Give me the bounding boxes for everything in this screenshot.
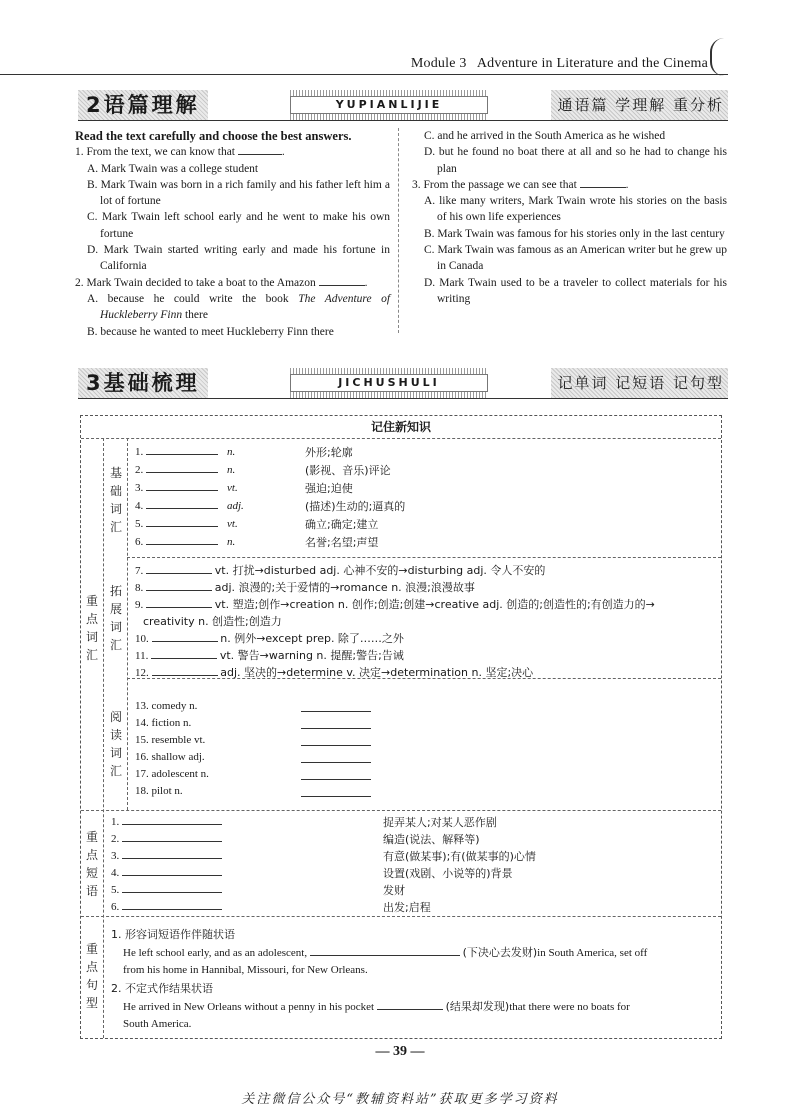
answer-blank[interactable] [319,275,365,286]
label-reading-vocab: 阅 读 词 汇 [109,710,122,778]
vocab-blank[interactable] [301,701,371,712]
phrase-blank[interactable] [122,831,222,842]
basic-vocab-row: 2. n. (影视、音乐)评论 [135,464,391,477]
reading-vocab-row: 16. shallow adj. [135,749,205,766]
extended-vocab-row: 11. vt. 警告→warning n. 提醒;警告;告诫 [135,649,404,662]
basic-vocab-row: 6. n. 名誉;名望;声望 [135,536,379,549]
reading-vocab-row: 14. fiction n. [135,715,191,732]
sentence-1-cont: from his home in Hannibal, Missouri, for New Orleans. [123,964,368,976]
section2-banner [78,90,728,121]
instruction: Read the text carefully and choose the best answers. [75,129,352,143]
section3-subtitle: 记单词 记短语 记句型 [551,368,728,398]
header-bracket [710,38,726,76]
section2-title: 2语篇理解 [78,90,208,120]
q2-option-d: D. but he found no boat there at all and so he had to change his plan [424,146,727,175]
phrase-row: 4. 设置(戏剧、小说等的)背景 [111,867,513,880]
column-divider [398,128,399,333]
vocab-blank[interactable] [152,631,218,642]
basic-vocab-row: 5. vt. 确立;确定;建立 [135,518,379,531]
phrase-row: 1. 捉弄某人;对某人恶作剧 [111,816,497,829]
knowledge-table [80,415,722,1039]
module-label: Module 3 [410,56,467,71]
q3-option-b: B. Mark Twain was famous for his stories only in the last century [424,227,725,240]
q1-option-a: A. Mark Twain was a college student [87,162,259,175]
reading-column-left [75,128,390,340]
phrase-row: 6. 出发;启程 [111,901,431,914]
vocab-blank[interactable] [146,516,218,527]
vocab-blank[interactable] [301,752,371,763]
extended-vocab-row: creativity n. 创造性;创造力 [143,615,282,628]
answer-blank[interactable] [580,177,626,188]
q3-option-c: C. Mark Twain was famous as an American writer but he grew up in Canada [424,244,727,273]
label-basic-vocab: 基 础 词 汇 [109,466,122,534]
extended-vocab-row: 10. n. 例外→except prep. 除了……之外 [135,632,404,645]
question-3: 3. From the passage we can see that . [412,178,629,191]
sentence-2-title: 2. 不定式作结果状语 [111,982,213,995]
reading-vocab-row: 18. pilot n. [135,783,183,800]
vocab-blank[interactable] [301,718,371,729]
phrase-blank[interactable] [122,865,222,876]
q1-option-b: B. Mark Twain was born in a rich family and his father left him a lot of fortune [87,178,390,208]
vocab-blank[interactable] [301,735,371,746]
basic-vocab-row: 3. vt. 强迫;迫使 [135,482,353,495]
q1-option-d: D. Mark Twain started writing early and made his fortune in California [87,244,390,273]
vocab-blank[interactable] [146,498,218,509]
q2-option-b: B. because he wanted to meet Huckleberry Finn there [87,325,334,338]
q2-option-c: C. and he arrived in the South America as he wished [424,130,666,142]
phrase-blank[interactable] [122,882,222,893]
page-number: — 39 — [375,1044,425,1059]
sentence-1-title: 1. 形容词短语作伴随状语 [111,928,235,941]
phrase-row: 2. 编造(说法、解释等) [111,833,480,846]
basic-vocab-row: 4. adj. (描述)生动的;逼真的 [135,500,406,513]
q2-option-a: A. because he could write the book The Adventure of Huckleberry Finn there [87,292,391,322]
extended-vocab-row: 12. adj. 坚决的→determine v. 决定→determination n. 坚定;决心 [135,666,534,679]
vocab-blank[interactable] [146,444,218,455]
phrase-blank[interactable] [122,848,222,859]
sentence-1: He left school early, and as an adolescent, (下决心去发财)in South America, set off [123,946,648,959]
module-title: Adventure in Literature and the Cinema [476,56,708,71]
vocab-blank[interactable] [152,665,218,676]
label-key-phrases: 重 点 短 语 [85,830,98,898]
extended-vocab-row: 9. vt. 塑造;创作→creation n. 创作;创造;创建→creative adj. 创造的;创造性的;有创造力的→ [135,598,655,611]
section2-subtitle: 通语篇 学理解 重分析 [551,90,728,120]
sentence-2-blank[interactable] [377,999,443,1010]
vocab-blank[interactable] [146,462,218,473]
phrase-row: 3. 有意(做某事);有(做某事的)心情 [111,850,536,863]
label-extended-vocab: 拓 展 词 汇 [109,584,122,652]
footer-note: 关注微信公众号“教辅资料站”获取更多学习资料 [241,1092,559,1107]
q3-option-d: D. Mark Twain used to be a traveler to collect materials for his writing [424,276,727,305]
question-2: 2. Mark Twain decided to take a boat to the Amazon . [75,276,368,289]
basic-vocab-row: 1. n. 外形;轮廓 [135,446,353,459]
vocab-blank[interactable] [146,597,212,608]
phrase-row: 5. 发财 [111,884,405,897]
sentence-1-blank[interactable] [310,945,460,956]
vocab-blank[interactable] [301,786,371,797]
q3-option-a: A. like many writers, Mark Twain wrote his stories on the basis of his own life experiences [424,195,727,224]
section3-title: 3基础梳理 [78,368,208,398]
phrase-blank[interactable] [122,814,222,825]
sentence-2-cont: South America. [123,1018,192,1030]
label-key-vocab: 重 点 词 汇 [85,594,98,662]
extended-vocab-row: 7. vt. 打扰→disturbed adj. 心神不安的→disturbing adj. 令人不安的 [135,564,546,577]
vocab-blank[interactable] [146,534,218,545]
vocab-blank[interactable] [151,648,217,659]
section2-pinyin: YUPIANLIJIE [290,96,488,114]
phrase-blank[interactable] [122,899,222,910]
question-1: 1. From the text, we can know that . [75,146,285,159]
vocab-blank[interactable] [301,769,371,780]
running-header [411,56,708,72]
sentence-2: He arrived in New Orleans without a penny in his pocket (结果却发现)that there were no boats for [123,1000,630,1013]
table-title: 记住新知识 [370,420,431,434]
label-key-sentences: 重 点 句 型 [85,942,98,1010]
reading-vocab-row: 13. comedy n. [135,698,197,715]
q1-option-c: C. Mark Twain left school early and he went to make his own fortune [87,211,390,240]
answer-blank[interactable] [238,144,282,155]
vocab-blank[interactable] [146,480,218,491]
vocab-blank[interactable] [146,580,212,591]
section3-pinyin: JICHUSHULI [290,374,488,392]
reading-column-right [412,128,727,307]
header-rule [0,74,728,75]
reading-vocab-row: 17. adolescent n. [135,766,209,783]
reading-vocab-row: 15. resemble vt. [135,732,205,749]
extended-vocab-row: 8. adj. 浪漫的;关于爱情的→romance n. 浪漫;浪漫故事 [135,581,475,594]
vocab-blank[interactable] [146,563,212,574]
section3-banner [78,368,728,399]
